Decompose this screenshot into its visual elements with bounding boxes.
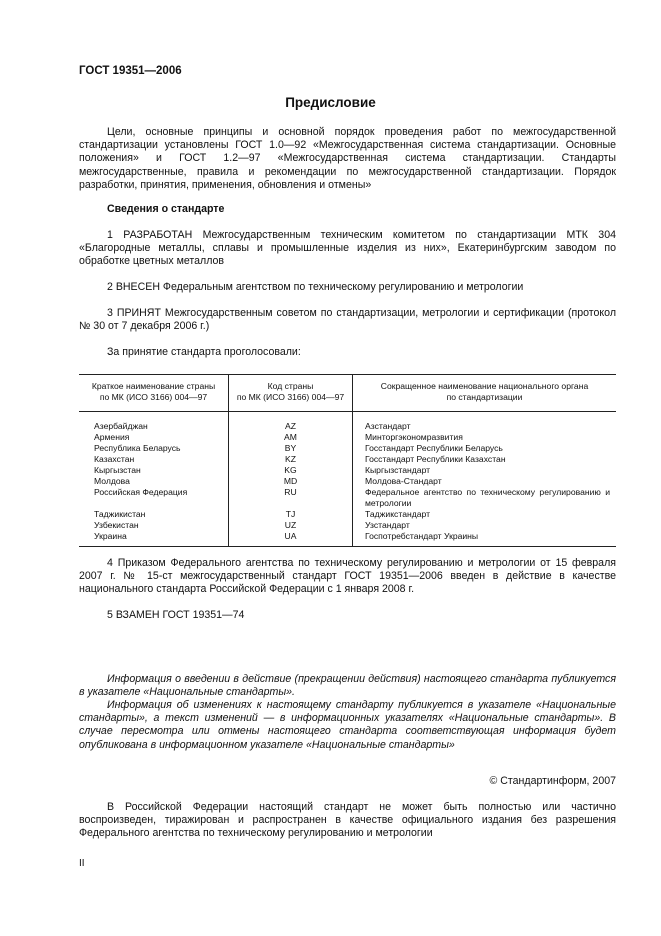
table-row: [79, 465, 616, 476]
voting-table: [79, 374, 616, 547]
country-cell: Российская Федерация: [94, 487, 188, 497]
code-cell: TJ: [229, 509, 353, 520]
code-cell: AM: [229, 432, 353, 443]
item-4-order: 4 Приказом Федерального агентства по техническому регулированию и метрологии от 15 февраля 2007 г. № 15-ст межгосударственный стандарт ГОСТ 19351—2006 введен в действие в качестве национального стандарта Российской Федерации с 1 января 2008 г.: [79, 557, 616, 596]
item-2-submitted: 2 ВНЕСЕН Федеральным агентством по техническому регулированию и метрологии: [107, 281, 524, 293]
header-code: [229, 375, 353, 412]
table-row: [79, 432, 616, 443]
page-number: II: [79, 858, 85, 869]
code-cell: UA: [229, 531, 353, 547]
item-5-replaces: 5 ВЗАМЕН ГОСТ 19351—74: [107, 609, 245, 621]
code-cell: KZ: [229, 454, 353, 465]
table-row: [79, 509, 616, 520]
country-cell: Республика Беларусь: [94, 443, 181, 453]
body-cell: Азстандарт: [353, 412, 617, 433]
reproduction-notice: В Российской Федерации настоящий стандарт не может быть полностью или частично воспроизведен, тиражирован и распространен в качестве официального издания без разрешения Федерального агентства по техническому регулированию и метрологии: [79, 801, 616, 840]
header-body-line2: по стандартизации: [446, 392, 523, 402]
body-cell: Федеральное агентство по техническому регулированию и метрологии: [353, 487, 617, 509]
code-cell: BY: [229, 443, 353, 454]
body-cell: Молдова-Стандарт: [353, 476, 617, 487]
country-cell: Молдова: [94, 476, 130, 486]
header-country-line2: по МК (ИСО 3166) 004—97: [99, 392, 208, 402]
body-cell: Госстандарт Республики Беларусь: [353, 443, 617, 454]
header-country: [79, 375, 229, 412]
voted-label: За принятие стандарта проголосовали:: [107, 346, 301, 358]
item-3-adopted: 3 ПРИНЯТ Межгосударственным советом по стандартизации, метрологии и сертификации (протокол № 30 от 7 декабря 2006 г.): [79, 307, 616, 333]
table-row: [79, 520, 616, 531]
copyright: © Стандартинформ, 2007: [489, 775, 616, 787]
country-cell: Узбекистан: [94, 520, 139, 530]
table-row: [79, 443, 616, 454]
header-code-line1: Код страны: [267, 381, 314, 391]
document-id-header: ГОСТ 19351—2006: [79, 65, 182, 77]
body-cell: Таджикстандарт: [353, 509, 617, 520]
header-country-line1: Краткое наименование страны: [91, 381, 216, 391]
table-header-row: [79, 375, 616, 412]
header-code-line2: по МК (ИСО 3166) 004—97: [236, 392, 345, 402]
body-cell: Минторгэкономразвития: [353, 432, 617, 443]
info-paragraph-1: Информация о введении в действие (прекращении действия) настоящего стандарта публикуется в указателе «Национальные стандарты».: [79, 673, 616, 699]
info-paragraph-2: Информация об изменениях к настоящему стандарту публикуется в указателе «Национальные стандарты», а текст изменений — в информационных указателях «Национальные стандарты». В случае пересмотра или отмены настоящего стандарта соответствующая информация будет опубликована в информационном указателе «Национальные стандарты»: [79, 699, 616, 751]
country-cell: Армения: [94, 432, 130, 442]
country-cell: Украина: [79, 531, 229, 547]
code-cell: UZ: [229, 520, 353, 531]
table-row: [79, 487, 616, 509]
header-body: [353, 375, 617, 412]
table-row: [79, 412, 616, 433]
table-row: [79, 531, 616, 547]
body-cell: Госстандарт Республики Казахстан: [353, 454, 617, 465]
page-title: Предисловие: [285, 95, 376, 110]
country-cell: Кыргызстан: [94, 465, 141, 475]
table-row: [79, 476, 616, 487]
section-heading: Сведения о стандарте: [107, 203, 225, 215]
header-body-line1: Сокращенное наименование национального органа: [380, 381, 589, 391]
code-cell: RU: [229, 487, 353, 509]
code-cell: KG: [229, 465, 353, 476]
table-row: [79, 454, 616, 465]
country-cell: Таджикистан: [94, 509, 146, 519]
body-cell: Кыргызстандарт: [353, 465, 617, 476]
country-cell: Азербайджан: [94, 421, 148, 431]
intro-paragraph: Цели, основные принципы и основной порядок проведения работ по межгосударственной стандартизации установлены ГОСТ 1.0—92 «Межгосударственная система стандартизации. Основные положения» и ГОСТ 1.2—97 «Межгосударственная система стандартизации. Стандарты межгосударственные, правила и рекомендации по межгосударственной стандартизации. Порядок разработки, принятия, применения, обновления и отмены»: [79, 126, 616, 191]
body-cell: Узстандарт: [353, 520, 617, 531]
country-cell: Казахстан: [94, 454, 135, 464]
code-cell: MD: [229, 476, 353, 487]
body-cell: Госпотребстандарт Украины: [353, 531, 617, 547]
code-cell: AZ: [229, 412, 353, 433]
item-1-developed: 1 РАЗРАБОТАН Межгосударственным техническим комитетом по стандартизации МТК 304 «Благородные металлы, сплавы и промышленные изделия из них», Екатеринбургским заводом по обработке цветных металлов: [79, 229, 616, 268]
